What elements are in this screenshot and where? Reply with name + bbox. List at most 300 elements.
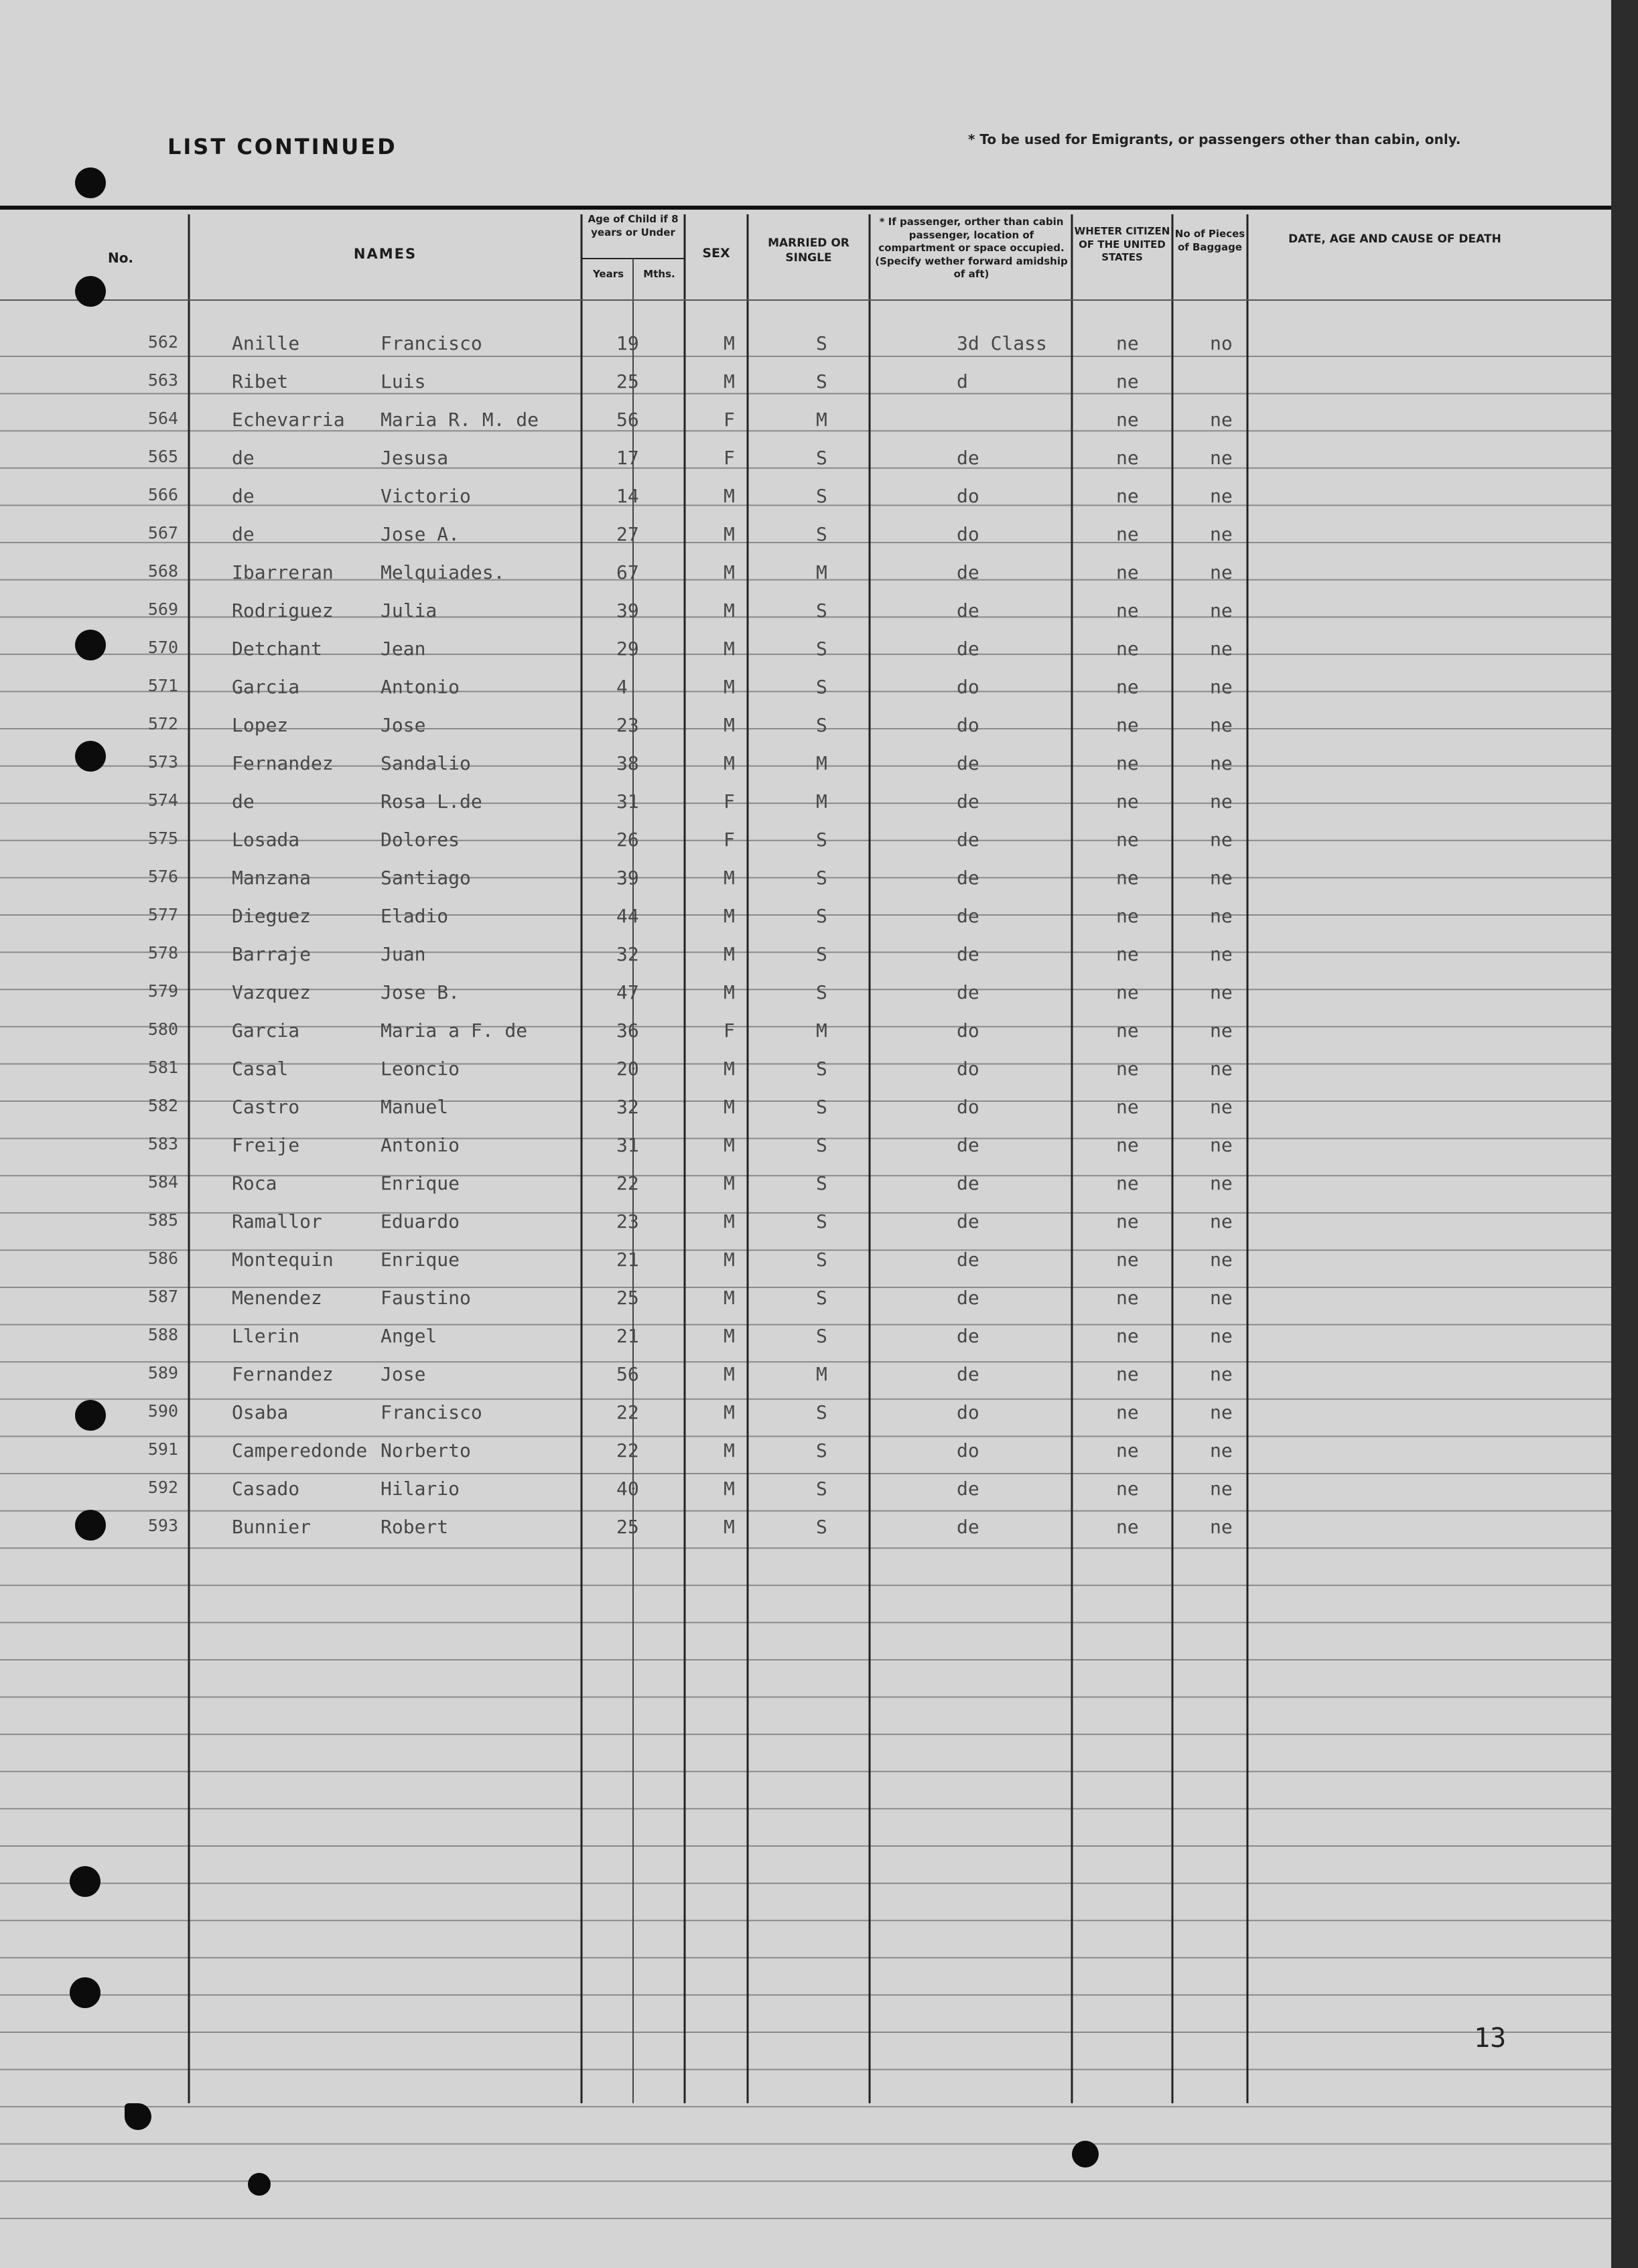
row-age: 32 bbox=[616, 1096, 639, 1118]
punch-hole bbox=[75, 741, 106, 772]
row-sex: M bbox=[724, 714, 735, 736]
row-surname: Ramallor bbox=[232, 1210, 322, 1232]
row-surname: Lopez bbox=[232, 714, 289, 736]
row-surname: Camperedonde bbox=[232, 1439, 368, 1462]
list-title: LIST CONTINUED bbox=[167, 134, 397, 159]
row-ms: S bbox=[816, 1210, 827, 1232]
row-no: 584 bbox=[147, 1172, 178, 1192]
row-cit: ne bbox=[1116, 1134, 1139, 1156]
row-given: Julia bbox=[381, 599, 437, 622]
row-surname: Garcia bbox=[232, 1019, 300, 1042]
row-ms: S bbox=[816, 1287, 827, 1309]
row-age: 27 bbox=[616, 523, 639, 545]
row-cit: ne bbox=[1116, 1019, 1139, 1042]
row-cit: ne bbox=[1116, 370, 1139, 393]
row-bag: ne bbox=[1210, 561, 1233, 583]
row-ms: S bbox=[816, 1058, 827, 1080]
row-ms: S bbox=[816, 981, 827, 1003]
row-loc: de bbox=[957, 1210, 979, 1232]
row-ms: S bbox=[816, 523, 827, 545]
row-given: Jean bbox=[381, 638, 426, 660]
row-cit: ne bbox=[1116, 1325, 1139, 1347]
row-cit: ne bbox=[1116, 867, 1139, 889]
punch-hole bbox=[248, 2173, 271, 2196]
row-no: 563 bbox=[147, 370, 178, 390]
row-bag: ne bbox=[1210, 638, 1233, 660]
row-no: 564 bbox=[147, 409, 178, 428]
row-age: 29 bbox=[616, 638, 639, 660]
row-age: 21 bbox=[616, 1325, 639, 1347]
row-surname: Montequin bbox=[232, 1249, 334, 1271]
row-bag: ne bbox=[1210, 409, 1233, 431]
row-loc: de bbox=[957, 1172, 979, 1194]
row-sex: M bbox=[724, 1172, 735, 1194]
row-sex: M bbox=[724, 1439, 735, 1462]
row-no: 577 bbox=[147, 905, 178, 924]
row-sex: M bbox=[724, 1401, 735, 1423]
row-given: Sandalio bbox=[381, 752, 471, 774]
row-surname: Llerin bbox=[232, 1325, 300, 1347]
col-names: NAMES bbox=[353, 246, 417, 262]
row-sex: M bbox=[724, 676, 735, 698]
row-sex: F bbox=[724, 829, 735, 851]
row-surname: Losada bbox=[232, 829, 300, 851]
row-cit: ne bbox=[1116, 523, 1139, 545]
row-surname: Echevarria bbox=[232, 409, 345, 431]
row-sex: M bbox=[724, 523, 735, 545]
row-surname: Manzana bbox=[232, 867, 312, 889]
punch-hole bbox=[75, 167, 106, 198]
row-surname: Garcia bbox=[232, 676, 300, 698]
row-cit: ne bbox=[1116, 332, 1139, 354]
row-surname: Anille bbox=[232, 332, 300, 354]
row-given: Enrique bbox=[381, 1172, 460, 1194]
row-ms: S bbox=[816, 1478, 827, 1500]
row-bag: ne bbox=[1210, 1325, 1233, 1347]
row-given: Leoncio bbox=[381, 1058, 460, 1080]
row-ms: S bbox=[816, 829, 827, 851]
row-loc: do bbox=[957, 1019, 979, 1042]
row-sex: F bbox=[724, 447, 735, 469]
row-given: Norberto bbox=[381, 1439, 471, 1462]
row-bag: ne bbox=[1210, 714, 1233, 736]
row-age: 56 bbox=[616, 409, 639, 431]
row-age: 31 bbox=[616, 1134, 639, 1156]
row-surname: Fernandez bbox=[232, 1363, 334, 1385]
row-ms: S bbox=[816, 485, 827, 507]
row-cit: ne bbox=[1116, 409, 1139, 431]
row-given: Victorio bbox=[381, 485, 471, 507]
row-no: 593 bbox=[147, 1516, 178, 1535]
row-sex: M bbox=[724, 1134, 735, 1156]
row-surname: Menendez bbox=[232, 1287, 322, 1309]
row-no: 562 bbox=[147, 332, 178, 352]
row-ms: S bbox=[816, 599, 827, 622]
row-ms: S bbox=[816, 332, 827, 354]
row-cit: ne bbox=[1116, 943, 1139, 965]
punch-hole bbox=[70, 1977, 100, 2008]
row-given: Francisco bbox=[381, 332, 482, 354]
row-no: 591 bbox=[147, 1439, 178, 1459]
row-ms: M bbox=[816, 561, 827, 583]
row-no: 574 bbox=[147, 790, 178, 810]
row-sex: M bbox=[724, 1287, 735, 1309]
row-given: Francisco bbox=[381, 1401, 482, 1423]
row-loc: 3d Class bbox=[957, 332, 1047, 354]
row-ms: S bbox=[816, 714, 827, 736]
row-loc: de bbox=[957, 599, 979, 622]
row-bag: ne bbox=[1210, 1096, 1233, 1118]
row-sex: M bbox=[724, 981, 735, 1003]
row-age: 23 bbox=[616, 1210, 639, 1232]
header-note: * To be used for Emigrants, or passengers other than cabin, only. bbox=[968, 131, 1461, 147]
row-no: 573 bbox=[147, 752, 178, 772]
row-surname: Castro bbox=[232, 1096, 300, 1118]
row-surname: Barraje bbox=[232, 943, 312, 965]
row-age: 22 bbox=[616, 1172, 639, 1194]
page-number: 13 bbox=[1474, 2023, 1507, 2054]
row-bag: ne bbox=[1210, 981, 1233, 1003]
row-age: 47 bbox=[616, 981, 639, 1003]
row-given: Enrique bbox=[381, 1249, 460, 1271]
row-bag: ne bbox=[1210, 1058, 1233, 1080]
row-ms: S bbox=[816, 1134, 827, 1156]
row-loc: de bbox=[957, 1325, 979, 1347]
row-loc: de bbox=[957, 1249, 979, 1271]
row-loc: de bbox=[957, 867, 979, 889]
row-sex: M bbox=[724, 332, 735, 354]
row-cit: ne bbox=[1116, 1058, 1139, 1080]
row-no: 576 bbox=[147, 867, 178, 886]
row-given: Rosa L.de bbox=[381, 790, 482, 812]
row-loc: do bbox=[957, 714, 979, 736]
row-cit: ne bbox=[1116, 752, 1139, 774]
row-surname: Casal bbox=[232, 1058, 289, 1080]
punch-hole bbox=[125, 2103, 151, 2130]
row-bag: ne bbox=[1210, 523, 1233, 545]
row-bag: ne bbox=[1210, 599, 1233, 622]
row-age: 38 bbox=[616, 752, 639, 774]
row-given: Luis bbox=[381, 370, 426, 393]
row-age: 40 bbox=[616, 1478, 639, 1500]
row-age: 4 bbox=[616, 676, 628, 698]
row-age: 20 bbox=[616, 1058, 639, 1080]
row-loc: de bbox=[957, 638, 979, 660]
row-given: Eduardo bbox=[381, 1210, 460, 1232]
row-ms: M bbox=[816, 1019, 827, 1042]
row-cit: ne bbox=[1116, 1478, 1139, 1500]
row-loc: de bbox=[957, 561, 979, 583]
row-bag: ne bbox=[1210, 1019, 1233, 1042]
row-loc: de bbox=[957, 447, 979, 469]
row-given: Jose A. bbox=[381, 523, 460, 545]
row-no: 567 bbox=[147, 523, 178, 543]
row-given: Jose bbox=[381, 714, 426, 736]
row-bag: ne bbox=[1210, 485, 1233, 507]
row-ms: S bbox=[816, 1516, 827, 1538]
row-ms: S bbox=[816, 370, 827, 393]
col-mths: Mths. bbox=[643, 268, 675, 280]
col-age: Age of Child if 8 years or Under bbox=[588, 213, 679, 238]
row-surname: Ribet bbox=[232, 370, 289, 393]
row-given: Antonio bbox=[381, 1134, 460, 1156]
row-cit: ne bbox=[1116, 1172, 1139, 1194]
row-bag: ne bbox=[1210, 752, 1233, 774]
row-surname: de bbox=[232, 447, 255, 469]
row-bag: ne bbox=[1210, 1478, 1233, 1500]
row-sex: M bbox=[724, 1325, 735, 1347]
row-given: Jesusa bbox=[381, 447, 449, 469]
row-no: 570 bbox=[147, 638, 178, 657]
row-bag: ne bbox=[1210, 1134, 1233, 1156]
row-bag: ne bbox=[1210, 1516, 1233, 1538]
row-no: 571 bbox=[147, 676, 178, 695]
row-sex: M bbox=[724, 943, 735, 965]
row-loc: de bbox=[957, 905, 979, 927]
row-age: 25 bbox=[616, 370, 639, 393]
row-given: Hilario bbox=[381, 1478, 460, 1500]
row-sex: M bbox=[724, 1096, 735, 1118]
row-no: 568 bbox=[147, 561, 178, 581]
row-ms: S bbox=[816, 867, 827, 889]
row-bag: no bbox=[1210, 332, 1233, 354]
row-surname: Osaba bbox=[232, 1401, 289, 1423]
row-no: 583 bbox=[147, 1134, 178, 1153]
row-sex: M bbox=[724, 752, 735, 774]
row-cit: ne bbox=[1116, 676, 1139, 698]
col-citizen: WHETER CITIZEN OF THE UNITED STATES bbox=[1074, 225, 1170, 263]
row-cit: ne bbox=[1116, 447, 1139, 469]
punch-hole bbox=[75, 276, 106, 307]
row-ms: M bbox=[816, 1363, 827, 1385]
row-cit: ne bbox=[1116, 1287, 1139, 1309]
punch-hole bbox=[75, 1400, 106, 1431]
row-surname: Dieguez bbox=[232, 905, 312, 927]
row-no: 569 bbox=[147, 599, 178, 619]
row-age: 21 bbox=[616, 1249, 639, 1271]
row-no: 580 bbox=[147, 1019, 178, 1039]
row-age: 22 bbox=[616, 1401, 639, 1423]
row-cit: ne bbox=[1116, 638, 1139, 660]
row-age: 39 bbox=[616, 867, 639, 889]
row-surname: Freije bbox=[232, 1134, 300, 1156]
row-ms: M bbox=[816, 752, 827, 774]
row-ms: S bbox=[816, 1325, 827, 1347]
col-baggage: No of Pieces of Baggage bbox=[1174, 228, 1245, 253]
row-bag: ne bbox=[1210, 1287, 1233, 1309]
row-loc: do bbox=[957, 485, 979, 507]
col-death: DATE, AGE AND CAUSE OF DEATH bbox=[1288, 232, 1501, 246]
row-sex: M bbox=[724, 1058, 735, 1080]
row-sex: M bbox=[724, 905, 735, 927]
row-sex: M bbox=[724, 1249, 735, 1271]
row-loc: de bbox=[957, 1287, 979, 1309]
row-cit: ne bbox=[1116, 905, 1139, 927]
col-passenger: * If passenger, orther than cabin passenger, location of compartment or space occupied. (Specify wether forward amidship of aft) bbox=[875, 216, 1068, 280]
row-cit: ne bbox=[1116, 1439, 1139, 1462]
row-no: 578 bbox=[147, 943, 178, 963]
row-cit: ne bbox=[1116, 1401, 1139, 1423]
row-loc: de bbox=[957, 1516, 979, 1538]
row-no: 565 bbox=[147, 447, 178, 466]
row-ms: S bbox=[816, 1096, 827, 1118]
row-bag: ne bbox=[1210, 943, 1233, 965]
row-ms: S bbox=[816, 638, 827, 660]
row-given: Robert bbox=[381, 1516, 449, 1538]
punch-hole bbox=[75, 1510, 106, 1541]
row-no: 592 bbox=[147, 1478, 178, 1497]
row-given: Jose bbox=[381, 1363, 426, 1385]
row-age: 26 bbox=[616, 829, 639, 851]
row-cit: ne bbox=[1116, 1210, 1139, 1232]
row-sex: F bbox=[724, 790, 735, 812]
row-no: 587 bbox=[147, 1287, 178, 1306]
row-ms: S bbox=[816, 1172, 827, 1194]
row-bag: ne bbox=[1210, 1363, 1233, 1385]
row-ms: M bbox=[816, 790, 827, 812]
col-no: No. bbox=[107, 250, 134, 266]
row-cit: ne bbox=[1116, 1363, 1139, 1385]
row-ms: S bbox=[816, 676, 827, 698]
row-age: 25 bbox=[616, 1287, 639, 1309]
row-cit: ne bbox=[1116, 1096, 1139, 1118]
row-surname: de bbox=[232, 523, 255, 545]
row-loc: de bbox=[957, 829, 979, 851]
row-age: 32 bbox=[616, 943, 639, 965]
row-bag: ne bbox=[1210, 867, 1233, 889]
row-sex: M bbox=[724, 638, 735, 660]
row-cit: ne bbox=[1116, 561, 1139, 583]
row-loc: d bbox=[957, 370, 968, 393]
row-age: 17 bbox=[616, 447, 639, 469]
row-bag: ne bbox=[1210, 1172, 1233, 1194]
row-age: 39 bbox=[616, 599, 639, 622]
row-age: 56 bbox=[616, 1363, 639, 1385]
row-loc: do bbox=[957, 1439, 979, 1462]
row-bag: ne bbox=[1210, 829, 1233, 851]
row-no: 572 bbox=[147, 714, 178, 733]
col-sex: SEX bbox=[702, 246, 730, 261]
row-ms: S bbox=[816, 943, 827, 965]
row-surname: Vazquez bbox=[232, 981, 312, 1003]
row-sex: M bbox=[724, 1516, 735, 1538]
row-ms: S bbox=[816, 905, 827, 927]
row-ms: S bbox=[816, 1249, 827, 1271]
row-sex: M bbox=[724, 1478, 735, 1500]
row-loc: de bbox=[957, 943, 979, 965]
row-age: 14 bbox=[616, 485, 639, 507]
row-no: 582 bbox=[147, 1096, 178, 1115]
row-loc: de bbox=[957, 981, 979, 1003]
row-given: Santiago bbox=[381, 867, 471, 889]
col-married: MARRIED OR SINGLE bbox=[768, 236, 849, 265]
row-loc: do bbox=[957, 1401, 979, 1423]
row-given: Melquiades. bbox=[381, 561, 505, 583]
row-loc: do bbox=[957, 523, 979, 545]
row-no: 589 bbox=[147, 1363, 178, 1383]
row-cit: ne bbox=[1116, 790, 1139, 812]
row-bag: ne bbox=[1210, 1249, 1233, 1271]
row-ms: S bbox=[816, 1439, 827, 1462]
row-surname: Detchant bbox=[232, 638, 322, 660]
row-sex: F bbox=[724, 1019, 735, 1042]
row-sex: M bbox=[724, 561, 735, 583]
row-surname: Casado bbox=[232, 1478, 300, 1500]
row-given: Antonio bbox=[381, 676, 460, 698]
row-bag: ne bbox=[1210, 1401, 1233, 1423]
row-given: Faustino bbox=[381, 1287, 471, 1309]
scan-edge bbox=[1611, 0, 1638, 2268]
row-no: 586 bbox=[147, 1249, 178, 1268]
row-given: Juan bbox=[381, 943, 426, 965]
row-given: Jose B. bbox=[381, 981, 460, 1003]
row-given: Angel bbox=[381, 1325, 437, 1347]
row-cit: ne bbox=[1116, 599, 1139, 622]
row-loc: de bbox=[957, 1134, 979, 1156]
row-cit: ne bbox=[1116, 485, 1139, 507]
row-loc: de bbox=[957, 790, 979, 812]
row-age: 25 bbox=[616, 1516, 639, 1538]
row-surname: Roca bbox=[232, 1172, 277, 1194]
row-loc: do bbox=[957, 1058, 979, 1080]
row-bag: ne bbox=[1210, 905, 1233, 927]
row-cit: ne bbox=[1116, 1516, 1139, 1538]
row-no: 566 bbox=[147, 485, 178, 504]
row-given: Manuel bbox=[381, 1096, 449, 1118]
row-given: Dolores bbox=[381, 829, 460, 851]
row-no: 588 bbox=[147, 1325, 178, 1344]
row-no: 579 bbox=[147, 981, 178, 1001]
row-no: 581 bbox=[147, 1058, 178, 1077]
punch-hole bbox=[70, 1866, 100, 1897]
row-age: 22 bbox=[616, 1439, 639, 1462]
row-cit: ne bbox=[1116, 1249, 1139, 1271]
row-sex: M bbox=[724, 599, 735, 622]
row-bag: ne bbox=[1210, 1210, 1233, 1232]
row-bag: ne bbox=[1210, 447, 1233, 469]
punch-hole bbox=[75, 630, 106, 660]
row-surname: Ibarreran bbox=[232, 561, 334, 583]
row-loc: do bbox=[957, 676, 979, 698]
row-surname: Fernandez bbox=[232, 752, 334, 774]
row-cit: ne bbox=[1116, 981, 1139, 1003]
row-surname: de bbox=[232, 485, 255, 507]
row-ms: S bbox=[816, 447, 827, 469]
row-surname: Rodriguez bbox=[232, 599, 334, 622]
row-surname: de bbox=[232, 790, 255, 812]
row-given: Maria R. M. de bbox=[381, 409, 539, 431]
row-sex: M bbox=[724, 1363, 735, 1385]
row-sex: M bbox=[724, 370, 735, 393]
row-cit: ne bbox=[1116, 829, 1139, 851]
row-loc: de bbox=[957, 1363, 979, 1385]
row-loc: do bbox=[957, 1096, 979, 1118]
row-given: Eladio bbox=[381, 905, 449, 927]
row-age: 23 bbox=[616, 714, 639, 736]
row-no: 590 bbox=[147, 1401, 178, 1421]
row-loc: de bbox=[957, 1478, 979, 1500]
row-age: 44 bbox=[616, 905, 639, 927]
row-ms: M bbox=[816, 409, 827, 431]
row-bag: ne bbox=[1210, 1439, 1233, 1462]
row-sex: M bbox=[724, 1210, 735, 1232]
row-sex: M bbox=[724, 867, 735, 889]
row-sex: F bbox=[724, 409, 735, 431]
row-age: 19 bbox=[616, 332, 639, 354]
row-surname: Bunnier bbox=[232, 1516, 312, 1538]
row-bag: ne bbox=[1210, 676, 1233, 698]
row-age: 31 bbox=[616, 790, 639, 812]
